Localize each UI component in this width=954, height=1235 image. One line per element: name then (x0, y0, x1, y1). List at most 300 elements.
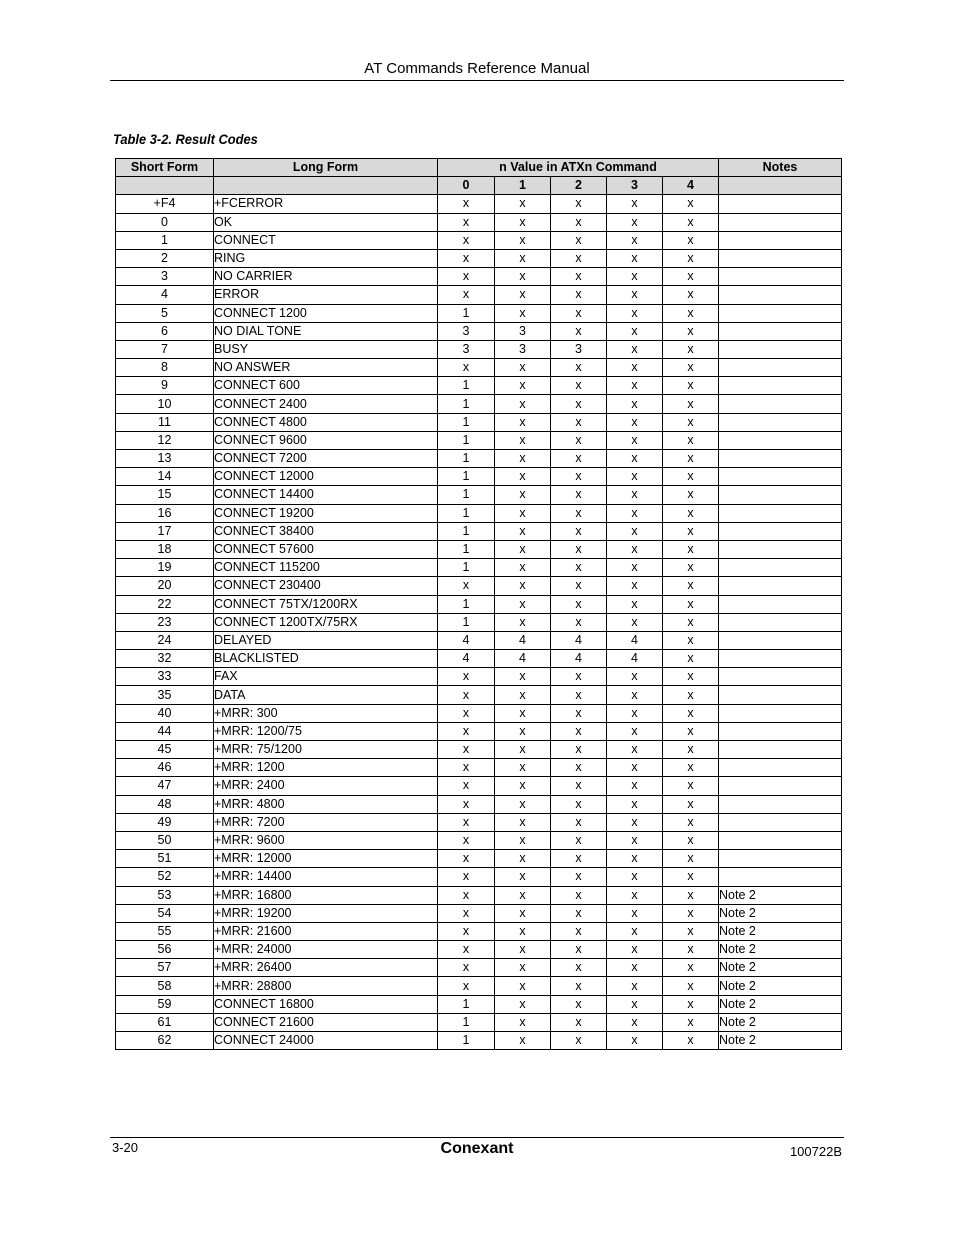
n1-cell: x (495, 559, 551, 577)
n1-cell: x (495, 431, 551, 449)
short-form-cell: 54 (116, 904, 214, 922)
table-row (116, 540, 842, 558)
n2-cell: x (551, 813, 607, 831)
footer-company: Conexant (440, 1140, 514, 1157)
notes-cell: Note 2 (719, 941, 842, 959)
n2-cell: x (551, 668, 607, 686)
n0-cell: x (438, 813, 495, 831)
n0-cell: 1 (438, 468, 495, 486)
header-blank-notes (719, 177, 842, 195)
n2-cell: x (551, 195, 607, 213)
n3-cell: x (607, 522, 663, 540)
header-blank-short (116, 177, 214, 195)
short-form-cell: 24 (116, 631, 214, 649)
table-row (116, 359, 842, 377)
n0-cell: 3 (438, 340, 495, 358)
long-form-cell: +FCERROR (214, 195, 438, 213)
n4-cell: x (663, 540, 719, 558)
n1-cell: x (495, 522, 551, 540)
table-row (116, 904, 842, 922)
n3-cell: x (607, 413, 663, 431)
short-form-cell: 20 (116, 577, 214, 595)
n4-cell: x (663, 249, 719, 267)
table-row (116, 795, 842, 813)
table-row (116, 268, 842, 286)
notes-cell (719, 522, 842, 540)
n4-cell: x (663, 286, 719, 304)
n3-cell: x (607, 504, 663, 522)
n3-cell: x (607, 941, 663, 959)
long-form-cell: +MRR: 26400 (214, 959, 438, 977)
short-form-cell: 22 (116, 595, 214, 613)
long-form-cell: +MRR: 4800 (214, 795, 438, 813)
short-form-cell: 4 (116, 286, 214, 304)
n0-cell: 1 (438, 486, 495, 504)
n4-cell: x (663, 504, 719, 522)
long-form-cell: +MRR: 300 (214, 704, 438, 722)
n0-cell: x (438, 777, 495, 795)
short-form-cell: 59 (116, 995, 214, 1013)
short-form-cell: 58 (116, 977, 214, 995)
long-form-cell: FAX (214, 668, 438, 686)
long-form-cell: DATA (214, 686, 438, 704)
long-form-cell: CONNECT 75TX/1200RX (214, 595, 438, 613)
n2-cell: x (551, 1013, 607, 1031)
long-form-cell: +MRR: 24000 (214, 941, 438, 959)
notes-cell (719, 286, 842, 304)
n3-cell: x (607, 486, 663, 504)
n0-cell: x (438, 722, 495, 740)
n1-cell: x (495, 231, 551, 249)
n0-cell: x (438, 868, 495, 886)
n3-cell: x (607, 759, 663, 777)
n4-cell: x (663, 413, 719, 431)
n0-cell: 1 (438, 413, 495, 431)
long-form-cell: CONNECT 12000 (214, 468, 438, 486)
n0-cell: 4 (438, 631, 495, 649)
n2-cell: x (551, 522, 607, 540)
long-form-cell: ERROR (214, 286, 438, 304)
n3-cell: x (607, 722, 663, 740)
notes-cell (719, 650, 842, 668)
n1-cell: x (495, 504, 551, 522)
notes-cell (719, 813, 842, 831)
n1-cell: x (495, 886, 551, 904)
notes-cell (719, 831, 842, 849)
n1-cell: x (495, 286, 551, 304)
n3-cell: x (607, 868, 663, 886)
long-form-cell: CONNECT 21600 (214, 1013, 438, 1031)
notes-cell (719, 413, 842, 431)
n4-cell: x (663, 795, 719, 813)
n4-cell: x (663, 268, 719, 286)
short-form-cell: 5 (116, 304, 214, 322)
n4-cell: x (663, 522, 719, 540)
notes-cell (719, 340, 842, 358)
short-form-cell: 3 (116, 268, 214, 286)
table-row (116, 559, 842, 577)
header-n-0: 0 (438, 177, 495, 195)
long-form-cell: CONNECT 2400 (214, 395, 438, 413)
n0-cell: x (438, 741, 495, 759)
short-form-cell: 47 (116, 777, 214, 795)
long-form-cell: CONNECT (214, 231, 438, 249)
n0-cell: 1 (438, 395, 495, 413)
n4-cell: x (663, 941, 719, 959)
notes-cell (719, 359, 842, 377)
short-form-cell: 14 (116, 468, 214, 486)
n1-cell: x (495, 213, 551, 231)
long-form-cell: +MRR: 7200 (214, 813, 438, 831)
long-form-cell: CONNECT 19200 (214, 504, 438, 522)
n1-cell: x (495, 777, 551, 795)
result-codes-table (115, 158, 842, 1050)
n3-cell: x (607, 559, 663, 577)
notes-cell: Note 2 (719, 922, 842, 940)
n4-cell: x (663, 468, 719, 486)
n0-cell: x (438, 795, 495, 813)
long-form-cell: DELAYED (214, 631, 438, 649)
long-form-cell: +MRR: 16800 (214, 886, 438, 904)
short-form-cell: 2 (116, 249, 214, 267)
n1-cell: x (495, 722, 551, 740)
table-row (116, 322, 842, 340)
short-form-cell: 32 (116, 650, 214, 668)
notes-cell: Note 2 (719, 886, 842, 904)
notes-cell (719, 213, 842, 231)
n3-cell: x (607, 359, 663, 377)
n3-cell: x (607, 977, 663, 995)
notes-cell (719, 777, 842, 795)
n3-cell: x (607, 195, 663, 213)
n3-cell: x (607, 741, 663, 759)
long-form-cell: +MRR: 12000 (214, 850, 438, 868)
n4-cell: x (663, 759, 719, 777)
table-row (116, 650, 842, 668)
notes-cell (719, 595, 842, 613)
n2-cell: 4 (551, 631, 607, 649)
footer-page-number: 3-20 (112, 1140, 139, 1155)
n2-cell: x (551, 468, 607, 486)
n2-cell: x (551, 286, 607, 304)
n2-cell: x (551, 395, 607, 413)
n0-cell: x (438, 577, 495, 595)
n2-cell: x (551, 504, 607, 522)
footer-divider (110, 1137, 844, 1138)
n2-cell: x (551, 268, 607, 286)
n2-cell: x (551, 613, 607, 631)
n1-cell: x (495, 450, 551, 468)
notes-cell: Note 2 (719, 995, 842, 1013)
n3-cell: 4 (607, 631, 663, 649)
n3-cell: x (607, 213, 663, 231)
short-form-cell: 50 (116, 831, 214, 849)
header-row-1 (116, 159, 842, 177)
footer-doc-number: 100722B (789, 1144, 842, 1159)
n2-cell: x (551, 831, 607, 849)
n1-cell: 4 (495, 631, 551, 649)
n3-cell: 4 (607, 650, 663, 668)
n1-cell: x (495, 959, 551, 977)
n1-cell: x (495, 759, 551, 777)
n2-cell: x (551, 868, 607, 886)
n2-cell: 3 (551, 340, 607, 358)
table-row (116, 522, 842, 540)
n1-cell: x (495, 577, 551, 595)
n4-cell: x (663, 631, 719, 649)
notes-cell (719, 431, 842, 449)
header-n-2: 2 (551, 177, 607, 195)
n4-cell: x (663, 395, 719, 413)
notes-cell (719, 450, 842, 468)
n2-cell: x (551, 922, 607, 940)
n0-cell: x (438, 231, 495, 249)
n2-cell: x (551, 886, 607, 904)
notes-cell (719, 850, 842, 868)
n0-cell: x (438, 195, 495, 213)
n2-cell: x (551, 577, 607, 595)
notes-cell (719, 304, 842, 322)
n3-cell: x (607, 704, 663, 722)
notes-cell (719, 795, 842, 813)
n0-cell: x (438, 959, 495, 977)
short-form-cell: 15 (116, 486, 214, 504)
notes-cell (719, 322, 842, 340)
short-form-cell: 1 (116, 231, 214, 249)
n3-cell: x (607, 322, 663, 340)
notes-cell (719, 722, 842, 740)
n3-cell: x (607, 577, 663, 595)
table-row (116, 813, 842, 831)
short-form-cell: 33 (116, 668, 214, 686)
long-form-cell: CONNECT 4800 (214, 413, 438, 431)
n2-cell: x (551, 304, 607, 322)
header-n-value: n Value in ATXn Command (438, 159, 719, 177)
n2-cell: x (551, 995, 607, 1013)
table-row (116, 231, 842, 249)
long-form-cell: OK (214, 213, 438, 231)
long-form-cell: CONNECT 9600 (214, 431, 438, 449)
n1-cell: x (495, 995, 551, 1013)
n3-cell: x (607, 377, 663, 395)
short-form-cell: 44 (116, 722, 214, 740)
n3-cell: x (607, 922, 663, 940)
table-body (116, 195, 842, 1050)
n4-cell: x (663, 595, 719, 613)
n1-cell: x (495, 1032, 551, 1050)
n0-cell: 1 (438, 559, 495, 577)
n4-cell: x (663, 359, 719, 377)
notes-cell (719, 868, 842, 886)
n3-cell: x (607, 595, 663, 613)
n4-cell: x (663, 704, 719, 722)
table-row (116, 995, 842, 1013)
n1-cell: x (495, 977, 551, 995)
short-form-cell: 57 (116, 959, 214, 977)
table-row (116, 595, 842, 613)
n2-cell: x (551, 486, 607, 504)
table-row (116, 450, 842, 468)
n2-cell: x (551, 777, 607, 795)
table-row (116, 959, 842, 977)
table-row (116, 431, 842, 449)
notes-cell: Note 2 (719, 977, 842, 995)
short-form-cell: 13 (116, 450, 214, 468)
n3-cell: x (607, 304, 663, 322)
long-form-cell: RING (214, 249, 438, 267)
n0-cell: x (438, 922, 495, 940)
table-row (116, 886, 842, 904)
n3-cell: x (607, 231, 663, 249)
short-form-cell: 17 (116, 522, 214, 540)
short-form-cell: 12 (116, 431, 214, 449)
long-form-cell: CONNECT 115200 (214, 559, 438, 577)
header-n-4: 4 (663, 177, 719, 195)
table-row (116, 468, 842, 486)
n2-cell: x (551, 540, 607, 558)
long-form-cell: CONNECT 24000 (214, 1032, 438, 1050)
notes-cell (719, 668, 842, 686)
n4-cell: x (663, 559, 719, 577)
n1-cell: x (495, 686, 551, 704)
n1-cell: x (495, 704, 551, 722)
n3-cell: x (607, 831, 663, 849)
table-row (116, 304, 842, 322)
notes-cell (719, 577, 842, 595)
notes-cell (719, 231, 842, 249)
n1-cell: x (495, 613, 551, 631)
n3-cell: x (607, 395, 663, 413)
table-row (116, 249, 842, 267)
table-row (116, 340, 842, 358)
n0-cell: x (438, 686, 495, 704)
n0-cell: x (438, 286, 495, 304)
short-form-cell: 45 (116, 741, 214, 759)
n4-cell: x (663, 686, 719, 704)
table-row (116, 213, 842, 231)
table-row (116, 577, 842, 595)
n1-cell: 3 (495, 340, 551, 358)
notes-cell (719, 759, 842, 777)
long-form-cell: CONNECT 16800 (214, 995, 438, 1013)
n4-cell: x (663, 213, 719, 231)
n1-cell: x (495, 941, 551, 959)
n1-cell: x (495, 413, 551, 431)
table-row (116, 868, 842, 886)
n1-cell: 3 (495, 322, 551, 340)
n3-cell: x (607, 850, 663, 868)
n0-cell: x (438, 886, 495, 904)
n3-cell: x (607, 1013, 663, 1031)
n4-cell: x (663, 977, 719, 995)
short-form-cell: 61 (116, 1013, 214, 1031)
n2-cell: x (551, 704, 607, 722)
short-form-cell: 0 (116, 213, 214, 231)
long-form-cell: CONNECT 57600 (214, 540, 438, 558)
table-row (116, 977, 842, 995)
table-row (116, 704, 842, 722)
long-form-cell: +MRR: 1200/75 (214, 722, 438, 740)
n3-cell: x (607, 1032, 663, 1050)
n0-cell: x (438, 759, 495, 777)
n1-cell: x (495, 668, 551, 686)
n1-cell: x (495, 468, 551, 486)
n4-cell: x (663, 904, 719, 922)
n0-cell: x (438, 850, 495, 868)
n1-cell: x (495, 831, 551, 849)
long-form-cell: +MRR: 2400 (214, 777, 438, 795)
long-form-cell: +MRR: 9600 (214, 831, 438, 849)
notes-cell (719, 468, 842, 486)
n2-cell: x (551, 850, 607, 868)
n0-cell: 1 (438, 540, 495, 558)
long-form-cell: +MRR: 19200 (214, 904, 438, 922)
n2-cell: x (551, 795, 607, 813)
n0-cell: 1 (438, 304, 495, 322)
notes-cell (719, 268, 842, 286)
n0-cell: 1 (438, 522, 495, 540)
n4-cell: x (663, 722, 719, 740)
notes-cell: Note 2 (719, 904, 842, 922)
table-row (116, 377, 842, 395)
header-divider (110, 80, 844, 81)
long-form-cell: BLACKLISTED (214, 650, 438, 668)
n4-cell: x (663, 831, 719, 849)
table-row (116, 395, 842, 413)
long-form-cell: NO ANSWER (214, 359, 438, 377)
notes-cell (719, 249, 842, 267)
n4-cell: x (663, 340, 719, 358)
notes-cell (719, 540, 842, 558)
n2-cell: x (551, 686, 607, 704)
table-row (116, 195, 842, 213)
n4-cell: x (663, 1032, 719, 1050)
table-row (116, 777, 842, 795)
n2-cell: x (551, 359, 607, 377)
table-row (116, 922, 842, 940)
table-row (116, 668, 842, 686)
n2-cell: x (551, 431, 607, 449)
n4-cell: x (663, 613, 719, 631)
n4-cell: x (663, 231, 719, 249)
n3-cell: x (607, 249, 663, 267)
n2-cell: 4 (551, 650, 607, 668)
short-form-cell: 62 (116, 1032, 214, 1050)
table-row (116, 741, 842, 759)
n3-cell: x (607, 468, 663, 486)
n1-cell: x (495, 813, 551, 831)
n1-cell: x (495, 850, 551, 868)
n0-cell: 1 (438, 450, 495, 468)
long-form-cell: BUSY (214, 340, 438, 358)
n0-cell: x (438, 704, 495, 722)
n0-cell: 1 (438, 1032, 495, 1050)
n0-cell: x (438, 359, 495, 377)
notes-cell: Note 2 (719, 1032, 842, 1050)
n1-cell: x (495, 359, 551, 377)
header-n-3: 3 (607, 177, 663, 195)
n4-cell: x (663, 922, 719, 940)
long-form-cell: CONNECT 38400 (214, 522, 438, 540)
n0-cell: x (438, 977, 495, 995)
n0-cell: 1 (438, 1013, 495, 1031)
n2-cell: x (551, 977, 607, 995)
n4-cell: x (663, 777, 719, 795)
table-row (116, 831, 842, 849)
n3-cell: x (607, 777, 663, 795)
n0-cell: x (438, 831, 495, 849)
long-form-cell: CONNECT 1200TX/75RX (214, 613, 438, 631)
